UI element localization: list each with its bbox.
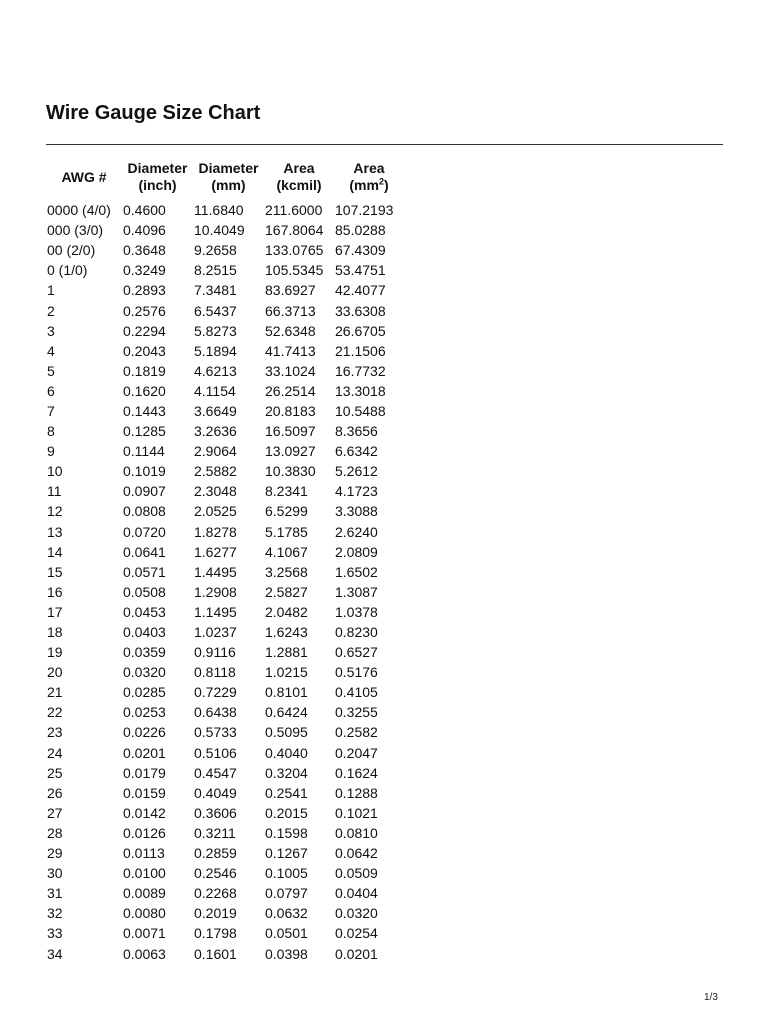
cell-diameter-inch: 0.0571 <box>123 563 166 580</box>
cell-awg: 30 <box>47 865 63 882</box>
table-row <box>46 401 404 421</box>
cell-diameter-mm: 0.2546 <box>194 865 237 882</box>
cell-area-mm2: 0.0201 <box>335 945 378 962</box>
page-title: Wire Gauge Size Chart <box>46 102 261 124</box>
cell-diameter-inch: 0.0201 <box>123 744 166 761</box>
cell-diameter-mm: 0.4049 <box>194 784 237 801</box>
table-row <box>46 903 404 923</box>
cell-area-mm2: 0.1288 <box>335 784 378 801</box>
cell-diameter-mm: 2.5882 <box>194 463 237 480</box>
header-area-kcmil-line1: Area <box>283 160 315 176</box>
cell-diameter-mm: 1.1495 <box>194 603 237 620</box>
table-row <box>46 642 404 662</box>
cell-diameter-mm: 2.9064 <box>194 443 237 460</box>
cell-diameter-mm: 8.2515 <box>194 262 237 279</box>
table-row <box>46 481 404 501</box>
table-row <box>46 682 404 702</box>
cell-area-kcmil: 105.5345 <box>265 262 324 279</box>
cell-area-mm2: 0.5176 <box>335 664 378 681</box>
cell-area-kcmil: 26.2514 <box>265 382 316 399</box>
cell-area-mm2: 0.0642 <box>335 845 378 862</box>
cell-area-mm2: 0.0810 <box>335 824 378 841</box>
cell-diameter-inch: 0.0100 <box>123 865 166 882</box>
cell-area-kcmil: 66.3713 <box>265 302 316 319</box>
cell-area-mm2: 0.2582 <box>335 724 378 741</box>
cell-diameter-inch: 0.0403 <box>123 624 166 641</box>
cell-area-kcmil: 3.2568 <box>265 563 308 580</box>
table-body <box>46 200 404 964</box>
table-row <box>46 280 404 300</box>
cell-area-kcmil: 1.2881 <box>265 644 308 661</box>
cell-diameter-mm: 0.3606 <box>194 804 237 821</box>
cell-awg: 21 <box>47 684 63 701</box>
table-row <box>46 602 404 622</box>
header-diameter-inch-line2: (inch) <box>138 177 177 193</box>
cell-diameter-inch: 0.0808 <box>123 503 166 520</box>
cell-diameter-mm: 4.6213 <box>194 362 237 379</box>
cell-area-mm2: 1.0378 <box>335 603 378 620</box>
cell-area-kcmil: 0.1005 <box>265 865 308 882</box>
cell-area-mm2: 0.1624 <box>335 764 378 781</box>
cell-diameter-inch: 0.1144 <box>123 443 165 460</box>
cell-awg: 1 <box>47 282 55 299</box>
cell-awg: 14 <box>47 543 63 560</box>
cell-diameter-mm: 2.0525 <box>194 503 237 520</box>
cell-diameter-mm: 0.3211 <box>194 824 236 841</box>
cell-diameter-inch: 0.1019 <box>123 463 166 480</box>
header-awg-label: AWG # <box>61 168 107 185</box>
table-row <box>46 522 404 542</box>
table-row <box>46 843 404 863</box>
cell-area-mm2: 0.2047 <box>335 744 378 761</box>
cell-area-mm2: 0.8230 <box>335 624 378 641</box>
cell-area-kcmil: 1.0215 <box>265 664 308 681</box>
cell-area-kcmil: 0.6424 <box>265 704 308 721</box>
cell-diameter-mm: 7.3481 <box>194 282 237 299</box>
cell-awg: 18 <box>47 624 63 641</box>
cell-diameter-mm: 0.8118 <box>194 664 236 681</box>
cell-awg: 28 <box>47 824 63 841</box>
cell-awg: 16 <box>47 583 63 600</box>
cell-diameter-inch: 0.3648 <box>123 242 166 259</box>
cell-awg: 13 <box>47 523 63 540</box>
cell-awg: 5 <box>47 362 55 379</box>
cell-area-mm2: 0.3255 <box>335 704 378 721</box>
cell-awg: 23 <box>47 724 63 741</box>
cell-awg: 22 <box>47 704 63 721</box>
cell-diameter-inch: 0.4096 <box>123 222 166 239</box>
cell-area-mm2: 0.0509 <box>335 865 378 882</box>
table-row <box>46 300 404 320</box>
cell-awg: 000 (3/0) <box>47 222 104 239</box>
cell-awg: 25 <box>47 764 63 781</box>
cell-area-kcmil: 8.2341 <box>265 483 308 500</box>
header-area-mm2-line1: Area <box>353 160 385 176</box>
cell-awg: 00 (2/0) <box>47 242 96 259</box>
cell-area-kcmil: 16.5097 <box>265 423 316 440</box>
cell-area-kcmil: 5.1785 <box>265 523 308 540</box>
cell-area-kcmil: 41.7413 <box>265 342 316 359</box>
cell-diameter-mm: 3.6649 <box>194 402 237 419</box>
cell-area-kcmil: 20.8183 <box>265 402 316 419</box>
cell-area-kcmil: 2.0482 <box>265 603 308 620</box>
cell-diameter-mm: 0.5106 <box>194 744 237 761</box>
table-row <box>46 803 404 823</box>
cell-area-kcmil: 167.8064 <box>265 222 324 239</box>
cell-diameter-mm: 0.2268 <box>194 885 237 902</box>
cell-awg: 17 <box>47 603 63 620</box>
cell-area-mm2: 85.0288 <box>335 222 386 239</box>
cell-area-kcmil: 0.5095 <box>265 724 308 741</box>
cell-diameter-inch: 0.4600 <box>123 202 166 219</box>
cell-awg: 8 <box>47 423 55 440</box>
table-row <box>46 943 404 963</box>
cell-area-kcmil: 13.0927 <box>265 443 316 460</box>
cell-area-mm2: 16.7732 <box>335 362 386 379</box>
cell-diameter-inch: 0.0063 <box>123 945 166 962</box>
cell-diameter-mm: 0.4547 <box>194 764 237 781</box>
wire-gauge-table <box>46 160 404 964</box>
cell-diameter-mm: 0.2859 <box>194 845 237 862</box>
cell-area-kcmil: 2.5827 <box>265 583 308 600</box>
header-diameter-mm <box>193 160 264 200</box>
cell-area-mm2: 3.3088 <box>335 503 378 520</box>
table-row <box>46 662 404 682</box>
cell-awg: 15 <box>47 563 63 580</box>
table-row <box>46 421 404 441</box>
cell-awg: 4 <box>47 342 55 359</box>
cell-diameter-mm: 1.8278 <box>194 523 237 540</box>
cell-diameter-mm: 2.3048 <box>194 483 237 500</box>
header-area-mm2-line2 <box>335 177 403 194</box>
cell-awg: 33 <box>47 925 63 942</box>
table-row <box>46 883 404 903</box>
cell-area-kcmil: 211.6000 <box>265 202 323 219</box>
cell-diameter-mm: 9.2658 <box>194 242 237 259</box>
cell-area-mm2: 26.6705 <box>335 322 386 339</box>
cell-area-mm2: 13.3018 <box>335 382 386 399</box>
cell-diameter-inch: 0.3249 <box>123 262 166 279</box>
header-area-mm2-suffix: ) <box>383 177 389 193</box>
header-diameter-inch-line1: Diameter <box>127 160 188 176</box>
table-row <box>46 582 404 602</box>
cell-diameter-mm: 1.4495 <box>194 563 237 580</box>
table-row <box>46 722 404 742</box>
cell-awg: 7 <box>47 402 55 419</box>
cell-diameter-inch: 0.0089 <box>123 885 166 902</box>
table-row <box>46 381 404 401</box>
cell-diameter-mm: 1.0237 <box>194 624 237 641</box>
cell-diameter-inch: 0.1819 <box>123 362 166 379</box>
cell-area-kcmil: 33.1024 <box>265 362 316 379</box>
cell-area-mm2: 0.1021 <box>335 804 378 821</box>
cell-area-mm2: 107.2193 <box>335 202 394 219</box>
cell-area-kcmil: 0.2541 <box>265 784 308 801</box>
cell-diameter-inch: 0.1620 <box>123 382 166 399</box>
cell-area-mm2: 1.3087 <box>335 583 378 600</box>
table-row <box>46 321 404 341</box>
cell-diameter-mm: 0.9116 <box>194 644 236 661</box>
cell-awg: 29 <box>47 845 63 862</box>
cell-diameter-inch: 0.0320 <box>123 664 166 681</box>
table-row <box>46 702 404 722</box>
cell-diameter-inch: 0.0508 <box>123 583 166 600</box>
table-row <box>46 763 404 783</box>
cell-diameter-mm: 5.1894 <box>194 342 237 359</box>
table-row <box>46 542 404 562</box>
page-number: 1/3 <box>704 992 718 1003</box>
table-row <box>46 361 404 381</box>
cell-area-kcmil: 6.5299 <box>265 503 308 520</box>
cell-area-mm2: 21.1506 <box>335 342 386 359</box>
cell-awg: 11 <box>47 483 62 500</box>
cell-diameter-inch: 0.0359 <box>123 644 166 661</box>
header-area-mm2-superscript: 2 <box>378 176 384 187</box>
cell-area-kcmil: 0.4040 <box>265 744 308 761</box>
cell-area-kcmil: 0.0398 <box>265 945 308 962</box>
cell-awg: 26 <box>47 784 63 801</box>
cell-awg: 10 <box>47 463 63 480</box>
cell-diameter-mm: 0.2019 <box>194 905 237 922</box>
cell-area-kcmil: 52.6348 <box>265 322 316 339</box>
cell-awg: 20 <box>47 664 63 681</box>
cell-diameter-mm: 3.2636 <box>194 423 237 440</box>
cell-diameter-mm: 0.7229 <box>194 684 237 701</box>
cell-diameter-mm: 0.6438 <box>194 704 237 721</box>
cell-diameter-inch: 0.0179 <box>123 764 166 781</box>
cell-diameter-inch: 0.0113 <box>123 845 165 862</box>
header-area-kcmil-line2: (kcmil) <box>276 177 322 193</box>
cell-awg: 3 <box>47 322 55 339</box>
cell-diameter-inch: 0.0080 <box>123 905 166 922</box>
table-row <box>46 200 404 220</box>
table-row <box>46 923 404 943</box>
cell-area-mm2: 8.3656 <box>335 423 378 440</box>
table-row <box>46 622 404 642</box>
cell-diameter-mm: 6.5437 <box>194 302 237 319</box>
cell-diameter-inch: 0.2043 <box>123 342 166 359</box>
table-row <box>46 863 404 883</box>
table-row <box>46 823 404 843</box>
table-row <box>46 341 404 361</box>
cell-diameter-inch: 0.0071 <box>123 925 166 942</box>
cell-diameter-inch: 0.0453 <box>123 603 166 620</box>
table-row <box>46 260 404 280</box>
cell-area-kcmil: 83.6927 <box>265 282 316 299</box>
cell-awg: 31 <box>47 885 63 902</box>
cell-area-mm2: 1.6502 <box>335 563 378 580</box>
cell-area-kcmil: 0.0501 <box>265 925 308 942</box>
cell-diameter-inch: 0.2893 <box>123 282 166 299</box>
cell-area-kcmil: 0.1598 <box>265 824 308 841</box>
cell-area-mm2: 0.0320 <box>335 905 378 922</box>
table-row <box>46 743 404 763</box>
cell-diameter-inch: 0.0126 <box>123 824 166 841</box>
cell-awg: 24 <box>47 744 63 761</box>
cell-diameter-inch: 0.0142 <box>123 804 166 821</box>
cell-diameter-inch: 0.0253 <box>123 704 166 721</box>
cell-area-mm2: 5.2612 <box>335 463 378 480</box>
header-diameter-mm-line2: (mm) <box>211 177 246 193</box>
cell-awg: 0000 (4/0) <box>47 202 111 219</box>
cell-awg: 32 <box>47 905 63 922</box>
cell-area-kcmil: 0.1267 <box>265 845 308 862</box>
cell-diameter-inch: 0.2294 <box>123 322 166 339</box>
cell-awg: 34 <box>47 945 63 962</box>
cell-diameter-inch: 0.0285 <box>123 684 166 701</box>
table-header <box>46 160 404 200</box>
cell-diameter-mm: 1.6277 <box>194 543 237 560</box>
cell-area-mm2: 2.0809 <box>335 543 378 560</box>
cell-diameter-mm: 0.1601 <box>194 945 237 962</box>
cell-diameter-mm: 10.4049 <box>194 222 245 239</box>
cell-area-mm2: 0.4105 <box>335 684 378 701</box>
cell-awg: 9 <box>47 443 55 460</box>
header-row <box>46 160 404 200</box>
cell-area-mm2: 2.6240 <box>335 523 378 540</box>
cell-diameter-mm: 4.1154 <box>194 382 236 399</box>
cell-awg: 27 <box>47 804 63 821</box>
cell-awg: 6 <box>47 382 55 399</box>
table-row <box>46 240 404 260</box>
header-area-mm2-prefix: (mm <box>349 177 379 193</box>
cell-area-kcmil: 10.3830 <box>265 463 316 480</box>
cell-diameter-inch: 0.0720 <box>123 523 166 540</box>
header-diameter-mm-line1: Diameter <box>198 160 259 176</box>
header-diameter-inch <box>122 160 193 200</box>
cell-area-mm2: 6.6342 <box>335 443 378 460</box>
cell-area-mm2: 0.6527 <box>335 644 378 661</box>
table-row <box>46 562 404 582</box>
cell-area-mm2: 10.5488 <box>335 402 386 419</box>
cell-awg: 12 <box>47 503 63 520</box>
cell-area-kcmil: 0.3204 <box>265 764 308 781</box>
cell-diameter-mm: 0.5733 <box>194 724 237 741</box>
table-row <box>46 783 404 803</box>
cell-diameter-mm: 1.2908 <box>194 583 237 600</box>
cell-area-kcmil: 0.0797 <box>265 885 308 902</box>
table-row <box>46 220 404 240</box>
cell-area-mm2: 4.1723 <box>335 483 378 500</box>
header-area-mm2 <box>334 160 404 200</box>
cell-area-mm2: 0.0254 <box>335 925 378 942</box>
cell-area-kcmil: 133.0765 <box>265 242 324 259</box>
header-area-kcmil <box>264 160 334 200</box>
cell-diameter-inch: 0.2576 <box>123 302 166 319</box>
cell-area-mm2: 42.4077 <box>335 282 386 299</box>
table-row <box>46 441 404 461</box>
cell-diameter-mm: 11.6840 <box>194 202 244 219</box>
cell-area-kcmil: 4.1067 <box>265 543 308 560</box>
cell-diameter-inch: 0.0907 <box>123 483 166 500</box>
cell-area-kcmil: 0.2015 <box>265 804 308 821</box>
cell-diameter-inch: 0.0641 <box>123 543 166 560</box>
cell-area-kcmil: 0.0632 <box>265 905 308 922</box>
cell-diameter-inch: 0.1443 <box>123 402 166 419</box>
cell-diameter-inch: 0.1285 <box>123 423 166 440</box>
cell-area-mm2: 0.0404 <box>335 885 378 902</box>
cell-area-mm2: 33.6308 <box>335 302 386 319</box>
cell-diameter-inch: 0.0159 <box>123 784 166 801</box>
header-awg <box>46 160 122 200</box>
table-row <box>46 501 404 521</box>
cell-area-mm2: 53.4751 <box>335 262 386 279</box>
cell-area-kcmil: 1.6243 <box>265 624 308 641</box>
title-divider <box>46 144 723 145</box>
cell-area-mm2: 67.4309 <box>335 242 386 259</box>
table-row <box>46 461 404 481</box>
cell-awg: 0 (1/0) <box>47 262 88 279</box>
cell-awg: 2 <box>47 302 55 319</box>
cell-diameter-mm: 0.1798 <box>194 925 237 942</box>
cell-awg: 19 <box>47 644 63 661</box>
cell-area-kcmil: 0.8101 <box>265 684 308 701</box>
cell-diameter-mm: 5.8273 <box>194 322 237 339</box>
cell-diameter-inch: 0.0226 <box>123 724 166 741</box>
